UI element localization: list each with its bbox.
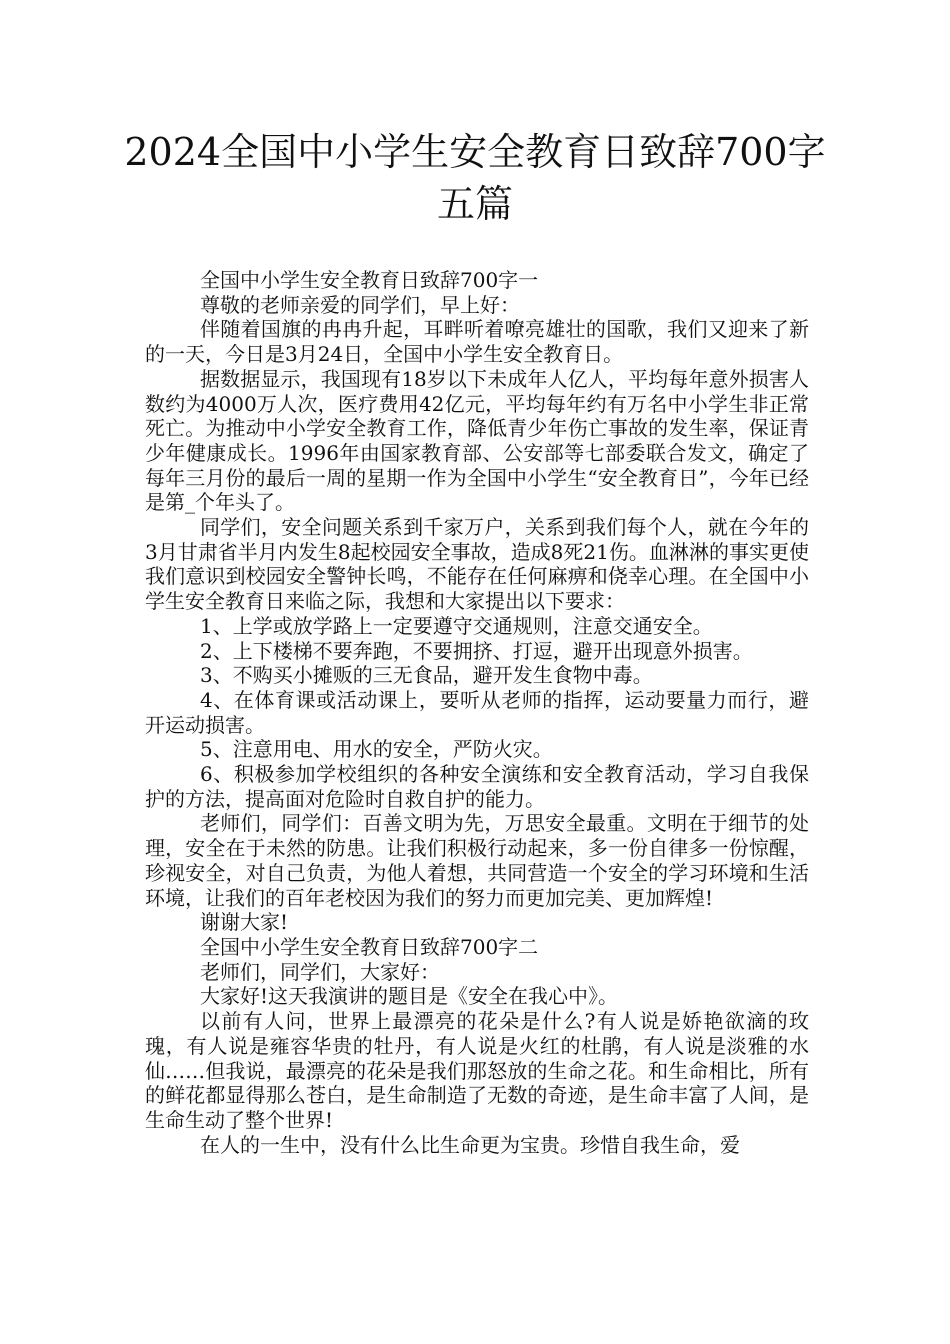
list-item: 5、注意用电、用水的安全，严防火灾。 bbox=[200, 737, 553, 762]
paragraph: 据数据显示，我国现有18岁以下未成年人亿人，平均每年意外损害人数约为4000万人次，医疗费用42亿元，平均每年约有万名中小学生非正常死亡。为推动中小学安全教育工作，降低青少年伤亡事故的发生率，保证青少年健康成长。1996年由国家教育部、公安部等七部委联合发文，确定了每年三月份的最后一周的星期一作为全国中小学生“安全教育日”，今年已经是第_个年头了。 bbox=[145, 366, 809, 515]
section-heading-1: 全国中小学生安全教育日致辞700字一 bbox=[200, 268, 539, 292]
paragraph: 伴随着国旗的冉冉升起，耳畔听着嘹亮雄壮的国歌，我们又迎来了新的一天，今日是3月24日，全国中小学生安全教育日。 bbox=[145, 317, 809, 367]
paragraph: 老师们，同学们：百善文明为先，万思安全最重。文明在于细节的处理，安全在于未然的防患。让我们积极行动起来，多一份自律多一份惊醒，珍视安全，对自己负责，为他人着想，共同营造一个安全的学习环境和生活环境，让我们的百年老校因为我们的努力而更加完美、更加辉煌! bbox=[145, 811, 809, 910]
closing-line: 谢谢大家! bbox=[200, 910, 289, 935]
document-body bbox=[145, 268, 809, 1157]
paragraph: 以前有人问，世界上最漂亮的花朵是什么?有人说是娇艳欲滴的玫瑰，有人说是雍容华贵的牡丹，有人说是火红的杜鹃，有人说是淡雅的水仙……但我说，最漂亮的花朵是我们那怒放的生命之花。和生命相比，所有的鲜花都显得那么苍白，是生命制造了无数的奇迹，是生命丰富了人间，是生命生动了整个世界! bbox=[145, 1009, 809, 1132]
list-item: 4、在体育课或活动课上，要听从老师的指挥，运动要量力而行，避开运动损害。 bbox=[145, 687, 809, 737]
list-item: 2、上下楼梯不要奔跑，不要拥挤、打逗，避开出现意外损害。 bbox=[200, 638, 753, 663]
section-heading-2: 全国中小学生安全教育日致辞700字二 bbox=[200, 934, 539, 959]
salutation: 老师们，同学们，大家好： bbox=[200, 959, 440, 984]
list-item: 6、积极参加学校组织的各种安全演练和安全教育活动，学习自我保护的方法，提高面对危险时自救自护的能力。 bbox=[145, 762, 809, 811]
salutation: 尊敬的老师亲爱的同学们，早上好： bbox=[200, 292, 520, 317]
paragraph: 大家好!这天我演讲的题目是《安全在我心中》。 bbox=[200, 984, 619, 1009]
list-item: 1、上学或放学路上一定要遵守交通规则，注意交通安全。 bbox=[200, 613, 713, 638]
paragraph: 同学们，安全问题关系到千家万户，关系到我们每个人，就在今年的3月甘肃省半月内发生8起校园安全事故，造成8死21伤。血淋淋的事实更使我们意识到校园安全警钟长鸣，不能存在任何麻痹和侥幸心理。在全国中小学生安全教育日来临之际，我想和大家提出以下要求： bbox=[145, 515, 809, 614]
document-title: 2024全国中小学生安全教育日致辞700字五篇 bbox=[124, 130, 826, 226]
paragraph: 在人的一生中，没有什么比生命更为宝贵。珍惜自我生命，爱 bbox=[200, 1132, 740, 1157]
list-item: 3、不购买小摊贩的三无食品，避开发生食物中毒。 bbox=[200, 663, 653, 688]
